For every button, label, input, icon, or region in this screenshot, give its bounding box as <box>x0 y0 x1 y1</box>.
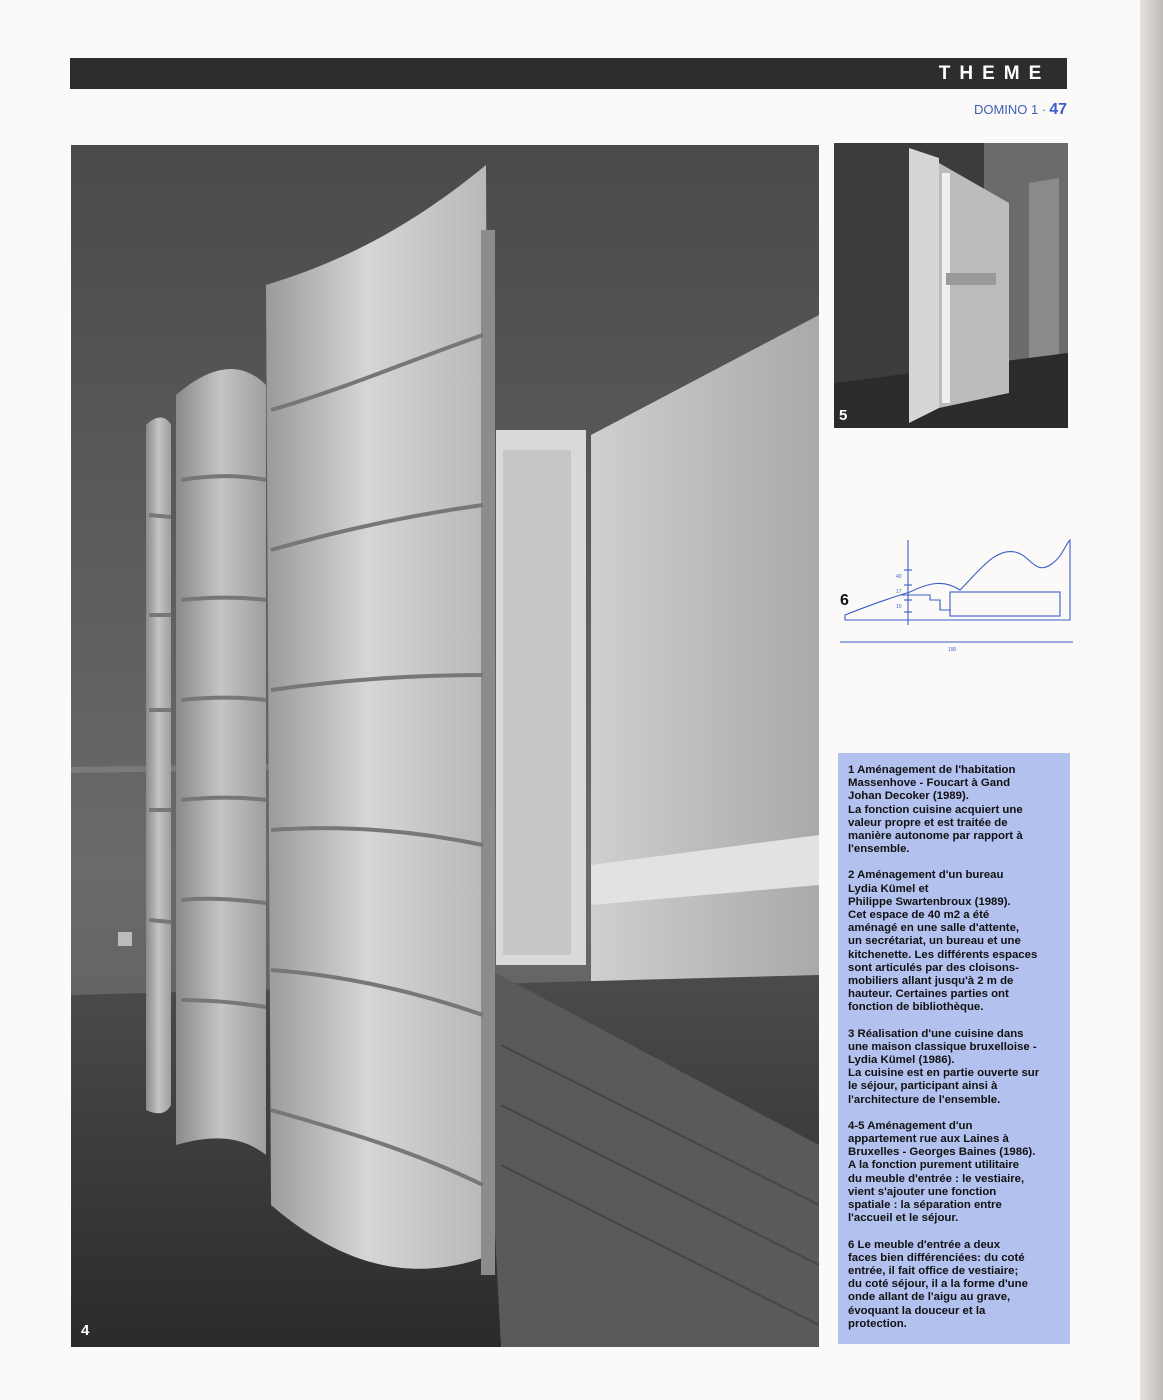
caption-3: 3 Réalisation d'une cuisine dans une maison classique bruxelloise - Lydia Kümel (1986). La cuisine est en partie ouverte sur le séjour, participant ainsi à l'architecture de l'ensemble. <box>848 1027 1040 1106</box>
caption-4-5: 4-5 Aménagement d'un appartement rue aux Laines à Bruxelles - Georges Baines (1986). A la fonction purement utilitaire du meuble d'entrée : le vestiaire, vient s'ajouter une fonction spatiale : la séparation entre l'accueil et le séjour. <box>848 1119 1036 1225</box>
dim-height-mid: 17 <box>896 589 902 595</box>
photo-figure-5 <box>834 143 1068 428</box>
entry-furniture-photo <box>834 143 1068 428</box>
dim-height-low: 10 <box>896 604 902 610</box>
caption-box <box>838 753 1070 1344</box>
page-reference <box>974 101 1067 119</box>
caption-2: 2 Aménagement d'un bureau Lydia Kümel et Philippe Swartenbroux (1989). Cet espace de 40 m2 a été aménagé en une salle d'attente, un secrétariat, un bureau et une kitchenette. Les différents espaces sont articulés par des cloisons- mobiliers allant jusqu'à 2 m de hauteur. Certaines parties ont fonction de bibliothèque. <box>848 869 1038 1014</box>
room-partition-photo <box>71 145 819 1347</box>
page-spine <box>1140 0 1163 1400</box>
dim-width: 190 <box>948 647 957 653</box>
section-drawing-figure-6 <box>830 530 1080 660</box>
publication-name: DOMINO 1 · <box>973 102 1047 117</box>
caption-1: 1 Aménagement de l'habitation Massenhove - Foucart à Gand Johan Decoker (1989). La fonction cuisine acquiert une valeur propre et est traitée de manière autonome par rapport à l'ensemble. <box>848 764 1023 856</box>
page-number: 47 <box>1049 101 1067 118</box>
section-label: THEME <box>938 63 1051 84</box>
caption-6: 6 Le meuble d'entrée a deux faces bien différenciées: du coté entrée, il fait office de vestiaire; du coté séjour, il a la forme d'une onde allant de l'aigu au grave, évoquant la douceur et la protection. <box>848 1238 1028 1330</box>
figure-5-label: 5 <box>839 407 848 424</box>
section-header-bar <box>70 58 1067 89</box>
figure-4-label: 4 <box>81 1322 90 1339</box>
figure-6-label: 6 <box>840 592 849 609</box>
dim-height-top: 40 <box>896 574 902 580</box>
photo-figure-4 <box>71 145 819 1347</box>
